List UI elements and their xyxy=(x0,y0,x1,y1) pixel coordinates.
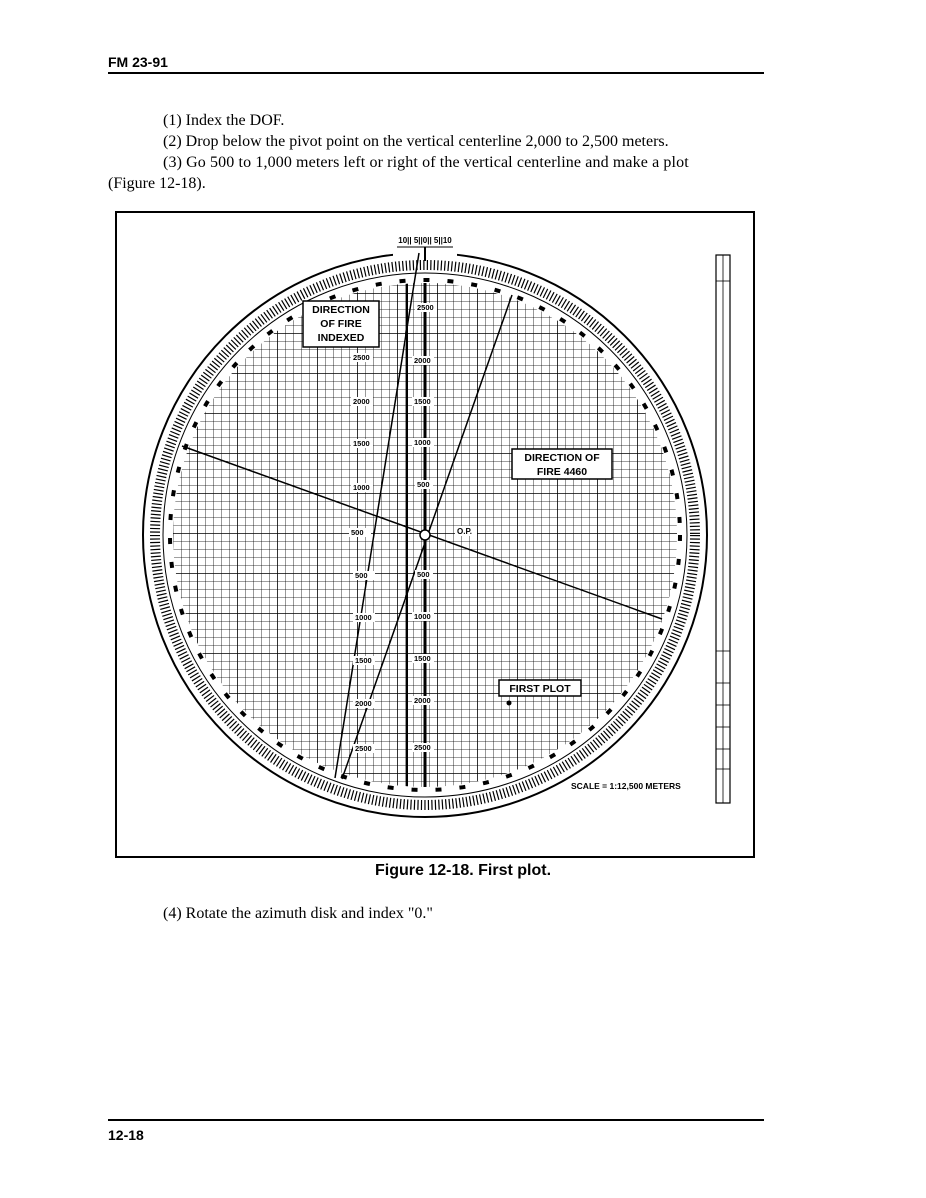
label-line: OF FIRE xyxy=(320,318,362,330)
grid-number: 1500 xyxy=(353,439,370,448)
label-first-plot xyxy=(499,680,581,696)
label-direction-4460 xyxy=(512,449,612,479)
figure-frame xyxy=(115,211,755,858)
grid-number: 500 xyxy=(355,571,368,580)
plotting-board-figure xyxy=(117,213,753,856)
grid-number: 2500 xyxy=(353,353,370,362)
label-line: DIRECTION OF xyxy=(524,452,600,464)
step-3: (3) Go 500 to 1,000 meters left or right of the vertical centerline and make a plot xyxy=(163,154,689,171)
grid-number: 2000 xyxy=(414,696,431,705)
step-1: (1) Index the DOF. xyxy=(163,112,285,129)
grid-number: 1000 xyxy=(414,612,431,621)
label-line: FIRST PLOT xyxy=(509,683,571,695)
grid-number: 2500 xyxy=(417,303,434,312)
op-label: O.P. xyxy=(457,527,472,536)
header-rule xyxy=(108,72,764,74)
pivot-point xyxy=(420,530,430,540)
footer-rule xyxy=(108,1119,764,1121)
grid-number: 1000 xyxy=(353,483,370,492)
grid-number: 500 xyxy=(417,480,430,489)
step-4: (4) Rotate the azimuth disk and index "0." xyxy=(163,905,433,922)
first-plot-marker xyxy=(507,701,512,706)
grid-number: 1500 xyxy=(355,656,372,665)
grid-number: 2500 xyxy=(355,744,372,753)
step-2: (2) Drop below the pivot point on the vertical centerline 2,000 to 2,500 meters. xyxy=(163,133,669,150)
grid-number: 1500 xyxy=(414,654,431,663)
label-line: DIRECTION xyxy=(312,304,370,316)
top-index-marks: 10|| 5||0|| 5||10 xyxy=(398,236,452,245)
grid-number: 500 xyxy=(351,528,364,537)
grid-number: 1500 xyxy=(414,397,431,406)
label-line: INDEXED xyxy=(317,332,365,344)
grid-number: 2500 xyxy=(414,743,431,752)
scale-label: SCALE = 1:12,500 METERS xyxy=(571,781,681,791)
grid-number: 2000 xyxy=(355,699,372,708)
figure-caption: Figure 12-18. First plot. xyxy=(374,862,552,879)
step-3-continued: (Figure 12-18). xyxy=(108,175,206,192)
grid-number: 500 xyxy=(417,570,430,579)
grid-number: 2000 xyxy=(414,356,431,365)
label-direction-indexed xyxy=(303,301,379,347)
grid-number: 1000 xyxy=(355,613,372,622)
label-line: FIRE 4460 xyxy=(536,466,588,478)
scale-strip xyxy=(716,255,730,803)
grid-number: 2000 xyxy=(353,397,370,406)
grid-number: 1000 xyxy=(414,438,431,447)
document-id: FM 23-91 xyxy=(108,54,168,70)
page-number: 12-18 xyxy=(108,1127,144,1143)
